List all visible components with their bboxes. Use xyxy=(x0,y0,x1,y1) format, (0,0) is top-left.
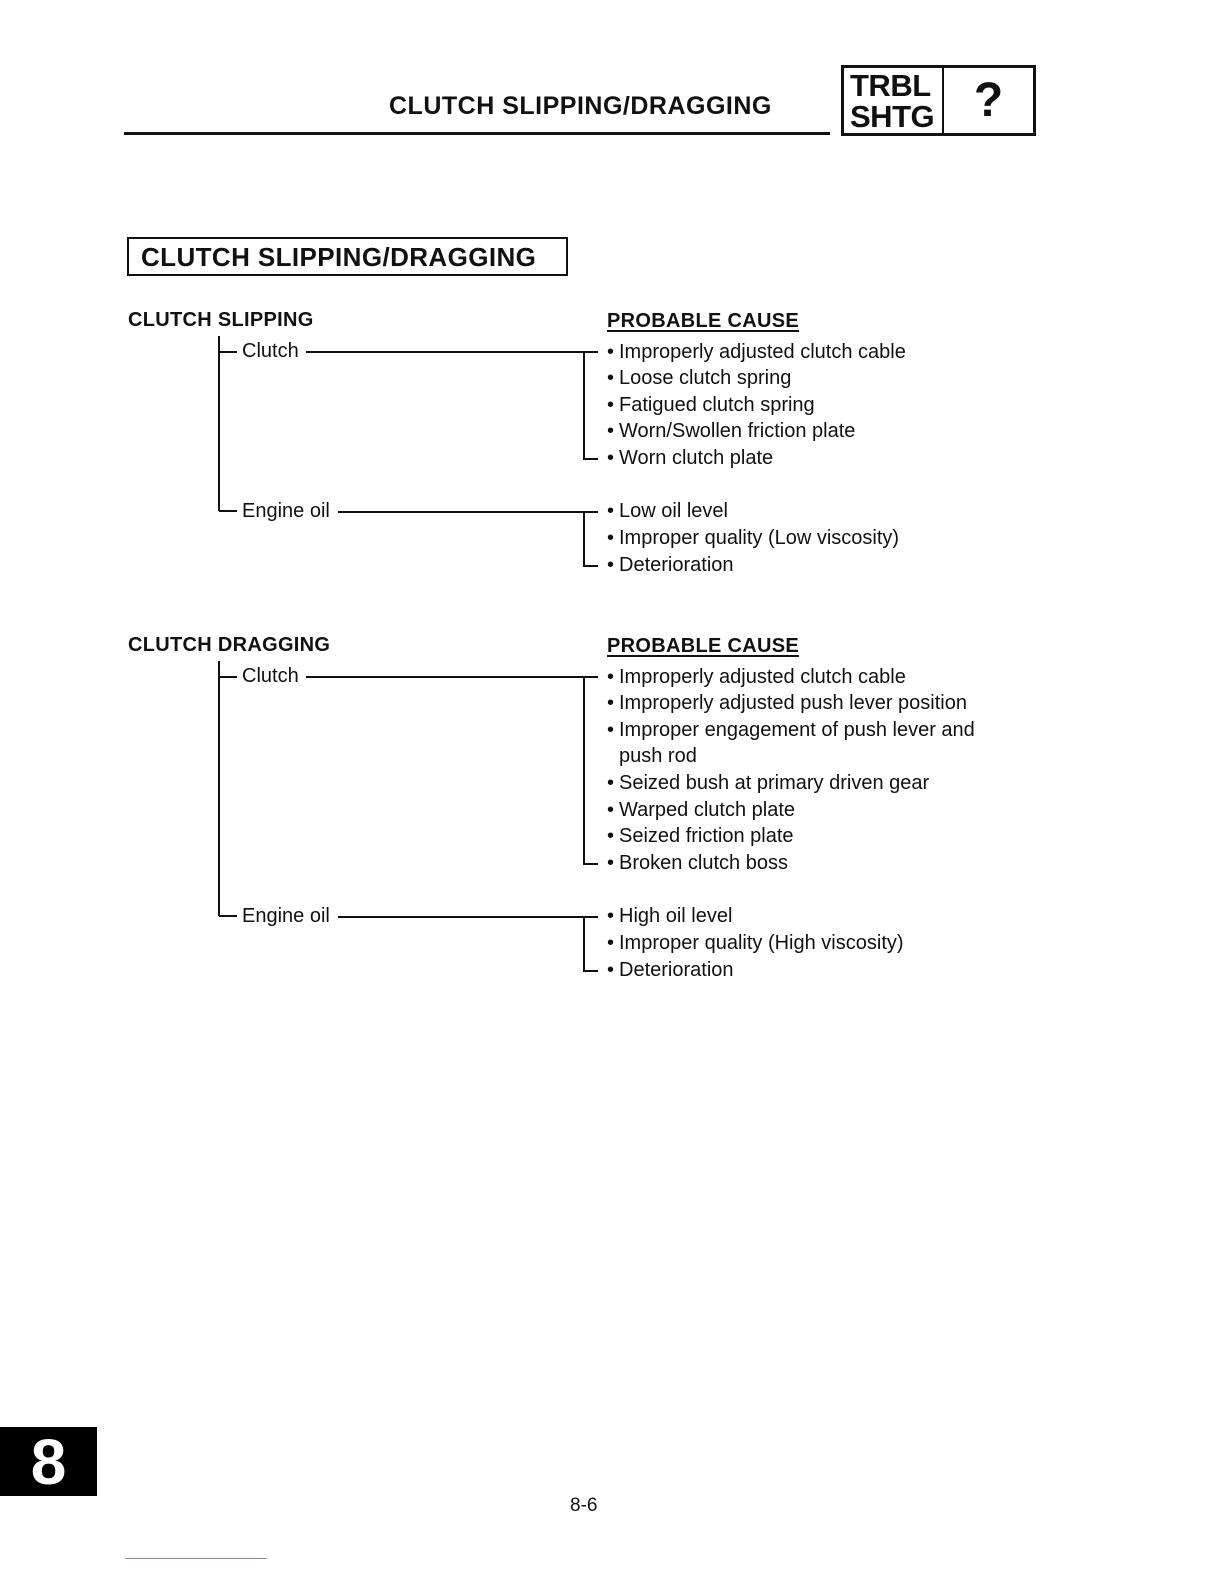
header-rule xyxy=(124,132,830,135)
slipping-oil-bracket-end xyxy=(583,565,598,567)
slipping-oil-bracket xyxy=(583,511,585,566)
slipping-title: CLUTCH SLIPPING xyxy=(128,309,314,331)
cause-item: • Improper engagement of push lever and xyxy=(607,719,975,741)
slipping-clutch-bracket-end xyxy=(583,458,598,460)
cause-item: • Seized friction plate xyxy=(607,825,794,847)
dragging-clutch-connector xyxy=(306,676,598,678)
footer-rule xyxy=(125,1558,267,1559)
cause-item: • Improperly adjusted push lever position xyxy=(607,692,967,714)
dragging-clutch-label: Clutch xyxy=(242,665,299,687)
cause-item: • Fatigued clutch spring xyxy=(607,394,815,416)
slipping-clutch-label: Clutch xyxy=(242,340,299,362)
question-mark-icon: ? xyxy=(973,74,1004,127)
cause-item: • Worn/Swollen friction plate xyxy=(607,420,856,442)
dragging-oil-tick xyxy=(219,915,237,917)
dragging-oil-bracket-end xyxy=(583,970,598,972)
section-title: CLUTCH SLIPPING/DRAGGING xyxy=(127,237,568,276)
cause-item: • Broken clutch boss xyxy=(607,852,788,874)
cause-item: • Improper quality (Low viscosity) xyxy=(607,527,900,549)
dragging-clutch-bracket-end xyxy=(583,863,598,865)
slipping-clutch-tick xyxy=(219,351,237,353)
dragging-tree-trunk xyxy=(218,661,220,916)
chapter-tab: 8 xyxy=(0,1427,97,1496)
slipping-clutch-bracket xyxy=(583,351,585,459)
cause-item: • Improper quality (High viscosity) xyxy=(607,932,904,954)
dragging-oil-label: Engine oil xyxy=(242,905,330,927)
cause-item: • High oil level xyxy=(607,905,733,927)
cause-item: • Loose clutch spring xyxy=(607,367,792,389)
dragging-clutch-bracket xyxy=(583,676,585,864)
troubleshooting-badge xyxy=(841,65,1036,136)
cause-item: • Improperly adjusted clutch cable xyxy=(607,341,906,363)
dragging-oil-bracket xyxy=(583,916,585,971)
slipping-tree-trunk xyxy=(218,336,220,511)
slipping-cause-heading: PROBABLE CAUSE xyxy=(607,310,799,332)
dragging-oil-connector xyxy=(338,916,598,918)
cause-item: • Low oil level xyxy=(607,500,728,522)
slipping-oil-tick xyxy=(219,510,237,512)
dragging-cause-heading: PROBABLE CAUSE xyxy=(607,635,799,657)
page-header-title: CLUTCH SLIPPING/DRAGGING xyxy=(389,92,772,120)
badge-line-1: TRBL xyxy=(850,68,931,103)
badge-line-2: SHTG xyxy=(850,99,935,134)
cause-item: • Deterioration xyxy=(607,554,734,576)
cause-item: • Seized bush at primary driven gear xyxy=(607,772,930,794)
slipping-clutch-connector xyxy=(306,351,598,353)
cause-item-continuation: push rod xyxy=(619,745,697,767)
cause-item: • Improperly adjusted clutch cable xyxy=(607,666,906,688)
page-number: 8-6 xyxy=(570,1495,598,1516)
dragging-title: CLUTCH DRAGGING xyxy=(128,634,331,656)
slipping-oil-connector xyxy=(338,511,598,513)
cause-item: • Worn clutch plate xyxy=(607,447,774,469)
slipping-oil-label: Engine oil xyxy=(242,500,330,522)
dragging-clutch-tick xyxy=(219,676,237,678)
badge-text-cell xyxy=(844,68,944,133)
cause-item: • Deterioration xyxy=(607,959,734,981)
cause-item: • Warped clutch plate xyxy=(607,799,796,821)
